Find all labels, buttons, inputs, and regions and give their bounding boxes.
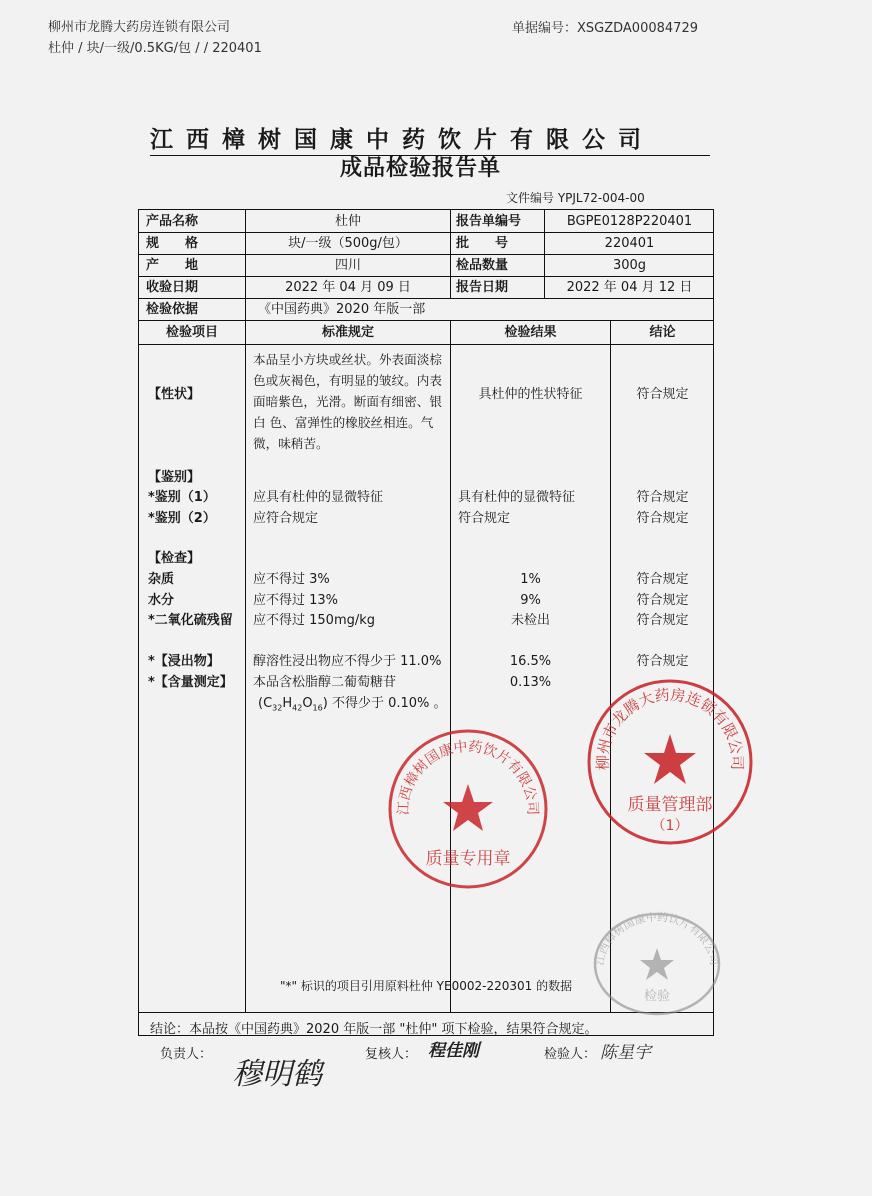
formula-o: O (302, 696, 313, 711)
inspection-result: 1% (520, 572, 541, 587)
svg-text:（1）: （1） (651, 818, 689, 834)
assay-result: 0.13% (509, 675, 552, 690)
formula-c-sub: 32 (272, 703, 283, 713)
inspection-standard: 应不得过 13% (253, 593, 339, 608)
row-line (138, 254, 714, 255)
reviewer-label: 复核人： (365, 1047, 418, 1062)
extract-item: *【浸出物】 (148, 654, 220, 669)
identification-item: *鉴别（2） (148, 511, 216, 526)
formula-o-sub: 16 (312, 703, 323, 713)
batch-value: 220401 (604, 236, 655, 251)
report-no-label: 报告单编号 (456, 214, 522, 229)
row-line (138, 344, 714, 345)
file-number: 文件编号 YPJL72-004-00 (506, 191, 645, 205)
row-line (138, 298, 714, 299)
product-name-value: 杜仲 (334, 214, 361, 229)
extract-result: 16.5% (509, 654, 552, 669)
document-title: 成品检验报告单 (340, 156, 502, 181)
spec-label: 规 格 (146, 236, 199, 251)
identification-item: *鉴别（1） (148, 490, 216, 505)
quantity-value: 300g (612, 258, 647, 273)
origin-value: 四川 (334, 258, 361, 273)
pharmacy-quality-stamp (584, 676, 756, 848)
assay-formula: $(C_{32}H_{42}O_{16})$ 不得少于 0.10% 。 (258, 696, 447, 713)
header-company-line: 柳州市龙腾大药房连锁有限公司 (48, 20, 231, 35)
product-name-label: 产品名称 (146, 214, 199, 229)
traits-label: 【性状】 (148, 387, 201, 402)
manufacturer-quality-stamp (385, 726, 551, 892)
inspector-signature (600, 1038, 670, 1064)
extract-conclusion: 符合规定 (636, 654, 689, 669)
svg-text:柳州市龙腾大药房连锁有限公司: 柳州市龙腾大药房连锁有限公司 (593, 685, 747, 771)
formula-h: H (282, 696, 293, 711)
inspector-label: 检验人： (544, 1047, 597, 1062)
receive-date-label: 收验日期 (146, 280, 199, 295)
inspection-stamp (590, 908, 724, 1016)
identification-result: 符合规定 (458, 511, 511, 526)
quantity-label: 检品数量 (456, 258, 509, 273)
batch-label: 批 号 (456, 236, 509, 251)
inspection-item: 杂质 (148, 572, 175, 587)
svg-text:陈星宇: 陈星宇 (600, 1043, 651, 1063)
origin-label: 产 地 (146, 258, 199, 273)
formula-h-sub: 42 (292, 703, 303, 713)
svg-text:江西樟树国康中药饮片有限公司: 江西樟树国康中药饮片有限公司 (592, 910, 722, 967)
responsible-label: 负责人： (160, 1047, 213, 1062)
col-header-standard: 标准规定 (321, 325, 374, 340)
receive-date-value: 2022 年 04 月 09 日 (285, 280, 411, 295)
header-product-line: 杜仲 / 块/一级/0.5KG/包 / / 220401 (48, 41, 262, 56)
header-left (48, 17, 262, 59)
report-no-value: BGPE0128P220401 (566, 214, 693, 229)
inspection-standard: 应不得过 150mg/kg (253, 613, 376, 628)
inspection-conclusion: 符合规定 (636, 572, 689, 587)
final-conclusion: 结论：本品按《中国药典》2020 年版一部 "杜仲" 项下检验，结果符合规定。 (150, 1022, 598, 1037)
col-header-result: 检验结果 (504, 325, 557, 340)
traits-conclusion: 符合规定 (636, 387, 689, 402)
basis-label: 检验依据 (146, 302, 199, 317)
col-line (245, 320, 246, 1012)
inspection-conclusion: 符合规定 (636, 593, 689, 608)
reviewer-signature (428, 1036, 498, 1062)
inspection-item: *二氧化硫残留 (148, 613, 233, 628)
svg-text:质量管理部: 质量管理部 (627, 795, 713, 815)
identification-header: 【鉴别】 (148, 470, 201, 485)
row-line (138, 276, 714, 277)
basis-value: 《中国药典》2020 年版一部 (258, 302, 426, 317)
inspection-item: 水分 (148, 593, 175, 608)
traits-result: 具杜仲的性状特征 (478, 387, 583, 402)
responsible-signature (230, 1050, 360, 1094)
identification-standard: 应符合规定 (253, 511, 319, 526)
footnote: "*" 标识的项目引用原料杜仲 YE0002-220301 的数据 (280, 979, 573, 993)
receipt-number: 单据编号：XSGZDA00084729 (512, 21, 698, 36)
assay-standard: 本品含松脂醇二葡萄糖苷 (253, 675, 397, 690)
row-line (138, 320, 714, 321)
identification-conclusion: 符合规定 (636, 490, 689, 505)
inspection-result: 未检出 (510, 613, 550, 628)
report-date-value: 2022 年 04 月 12 日 (566, 280, 693, 295)
col-line (450, 209, 451, 298)
identification-standard: 应具有杜仲的显微特征 (253, 490, 384, 505)
svg-text:质量专用章: 质量专用章 (425, 849, 511, 869)
svg-text:江西樟树国康中药饮片有限公司: 江西樟树国康中药饮片有限公司 (395, 738, 541, 816)
identification-conclusion: 符合规定 (636, 511, 689, 526)
row-line (138, 232, 714, 233)
inspection-header: 【检查】 (148, 551, 201, 566)
assay-item: *【含量测定】 (148, 675, 233, 690)
formula-c: C (263, 696, 273, 711)
spec-value: 块/一级（500g/包） (288, 236, 408, 251)
inspection-result: 9% (520, 593, 541, 608)
identification-result: 具有杜仲的显微特征 (458, 490, 576, 505)
inspection-standard: 应不得过 3% (253, 572, 330, 587)
issuing-company: 江西樟树国康中药饮片有限公司 (150, 121, 710, 156)
col-header-item: 检验项目 (165, 325, 218, 340)
col-header-conclusion: 结论 (649, 325, 676, 340)
extract-standard: 醇溶性浸出物应不得少于 11.0% (253, 654, 442, 669)
assay-standard-suffix: 不得少于 0.10% 。 (331, 696, 447, 711)
svg-text:穆明鹤: 穆明鹤 (232, 1057, 322, 1092)
inspection-conclusion: 符合规定 (636, 613, 689, 628)
svg-text:程佳刚: 程佳刚 (428, 1041, 479, 1061)
report-date-label: 报告日期 (456, 280, 509, 295)
svg-text:检验: 检验 (643, 989, 671, 1004)
traits-standard: 本品呈小方块或丝状。外表面淡棕色或灰褐色，有明显的皱纹。内表面暗紫色，光滑。断面有细密、银白 色、富弹性的橡胶丝相连。气微，味稍苦。 (253, 352, 442, 451)
